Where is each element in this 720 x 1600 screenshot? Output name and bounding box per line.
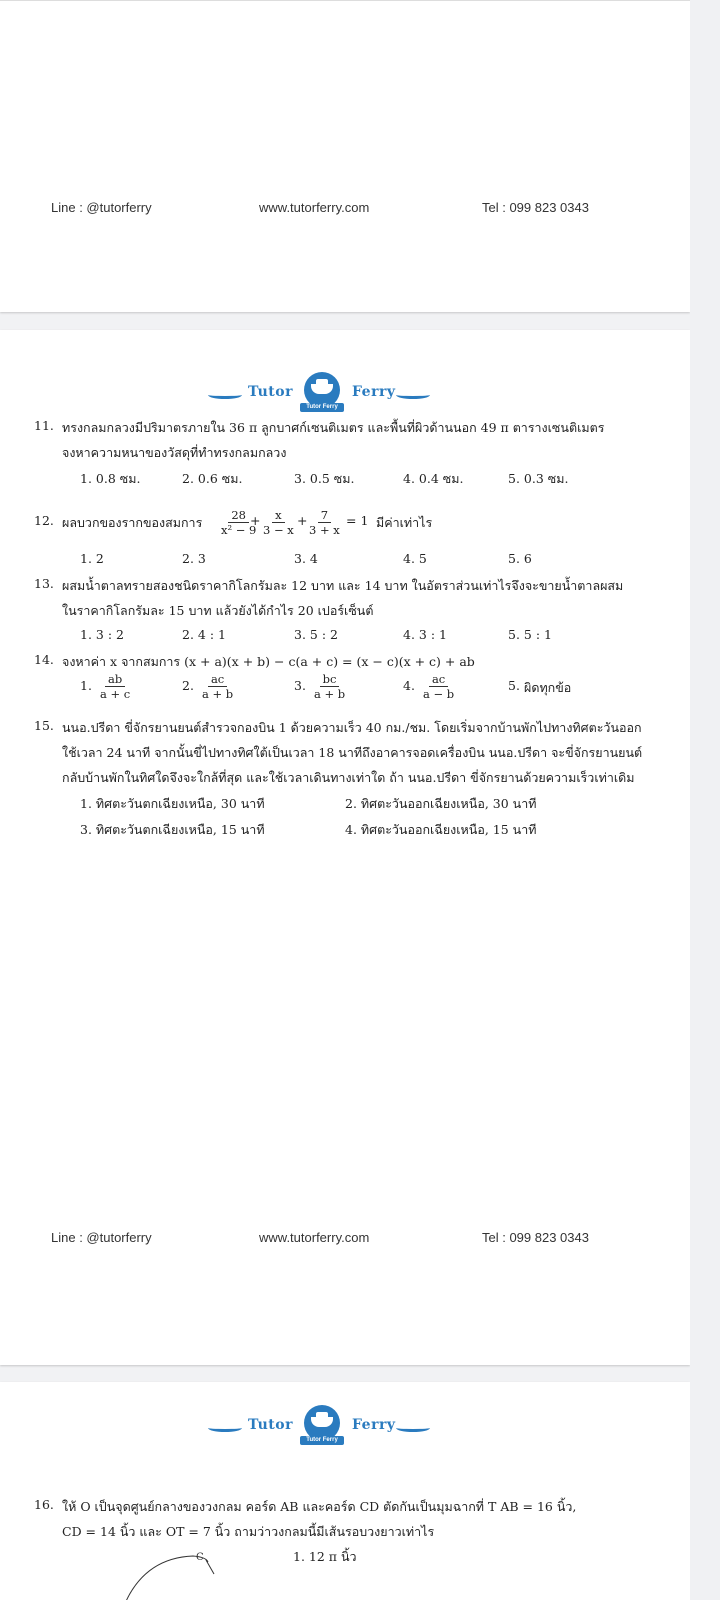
option-3-label[interactable]: 3. xyxy=(294,678,306,693)
option-4-fraction[interactable]: $\frac{ac}{a - b}$ xyxy=(423,672,455,701)
option-2[interactable]: 2. 3 xyxy=(182,551,206,566)
page-previous xyxy=(0,0,690,312)
footer-phone: Tel : 099 823 0343 xyxy=(482,1230,589,1245)
question-number: 16. xyxy=(34,1497,54,1512)
fraction-term: $\frac{7}{3 + x}$ xyxy=(309,508,340,537)
swirl-left-icon xyxy=(208,1424,242,1432)
page-footer xyxy=(0,200,690,220)
question-text-line: ผสมน้ำตาลทรายสองชนิดราคากิโลกรัมละ 12 บาท และ 14 บาท ในอัตราส่วนเท่าไรจึงจะขายน้ำตาลผสม xyxy=(62,578,624,593)
option-4[interactable]: 4. ทิศตะวันออกเฉียงเหนือ, 15 นาที xyxy=(345,822,537,837)
logo-word-right: Ferry xyxy=(352,384,396,400)
option-3[interactable]: 3. ทิศตะวันตกเฉียงเหนือ, 15 นาที xyxy=(80,822,265,837)
question-text-line: CD = 14 นิ้ว และ OT = 7 นิ้ว ถามว่าวงกลมนี้มีเส้นรอบวงยาวเท่าไร xyxy=(62,1524,435,1539)
diagram-label-c: C xyxy=(196,1552,204,1563)
option-4[interactable]: 4. 0.4 ซม. xyxy=(403,471,464,486)
option-3[interactable]: 3. 0.5 ซม. xyxy=(294,471,355,486)
option-1-label[interactable]: 1. xyxy=(80,678,92,693)
fraction-term: $\frac{28}{\text{x² − 9}}$ xyxy=(221,508,257,537)
option-2[interactable]: 2. 0.6 ซม. xyxy=(182,471,243,486)
question-number: 11. xyxy=(34,418,54,433)
question-text-line: กลับบ้านพักในทิศใดจึงจะใกล้ที่สุด และใช้เวลาเดินทางเท่าใด ถ้า นนอ.ปรีดา ขี่จักรยานด้วยความเร็วเท่าเดิม xyxy=(62,770,635,785)
fraction-term: $\frac{x}{3 - x}$ xyxy=(263,508,294,537)
logo-ribbon: Tutor Ferry xyxy=(300,403,344,412)
question-text-line: จงหาความหนาของวัสดุที่ทำทรงกลมกลวง xyxy=(62,445,287,460)
option-2-fraction[interactable]: $\frac{ac}{a + b}$ xyxy=(202,672,234,701)
option-1-fraction[interactable]: $\frac{ab}{a + c}$ xyxy=(100,672,131,701)
document-viewer[interactable]: Line : @tutorferry www.tutorferry.com Tel : 099 823 0343 Tutor Tutor Ferry Ferry 11. ทรงกลมกลวงมีปริมาตรภายใน 36 π ลูกบาศก์เซนติเมตร และพื้นที่ผิวด้านนอก 49 π ตารางเซนติเมตร จงหาความหนาของวัสดุที่ทำทรงกลมกลวง 1. 0.8 ซม. 2. 0.6 ซม. 3. 0.5 ซม. 4. 0.4 ซม. 5. 0.3 ซม. 12. ผลบวกของรากของสมการ $\frac{28}{\text{x² − 9}}$ + $\frac{x}{3 - x}$ + $\frac{7}{3 + x}$ = 1 มีค่าเท่าไร 1. 2 2. 3 3. 4 4. 5 5. 6 13. ผสมน้ำตาลทรายสองชนิดราคากิโลกรัมละ 12 บาท และ 14 บาท ในอัตราส่วนเท่าไรจึงจะขายน้ำตาลผสม ในราคากิโลกรัมละ 15 บาท แล้วยังได้กำไร 20 เปอร์เซ็นต์ 1. 3 : 2 2. 4 : 1 3. 5 : 2 4. 3 : 1 5. 5 : 1 14. จงหาค่า x จากสมการ (x + a)(x + b) − c(a + c) = (x − c)(x + c) + ab 1. $\frac{ab}{a + c}$ 2. $\frac{ac}{a + b}$ 3. $\frac{bc}{a + b}$ 4. $\frac{ac}{a - b}$ 5. ผิดทุกข้อ 15. นนอ.ปรีดา ขี่จักรยานยนต์สำรวจกองบิน 1 ด้วยความเร็ว 40 กม./ชม. โดยเริ่มจากบ้านพักไปทางทิศตะวันออก ใช้เวลา 24 นาที จากนั้นขี่ไปทางทิศใต้เป็นเวลา 18 นาทีถึงอาคารจอดเครื่องบิน นนอ.ปรีดา จะขี่จักรยานยนต์ กลับบ้านพักในทิศใดจึงจะใกล้ที่สุด และใช้เวลาเดินทางเท่าใด ถ้า นนอ.ปรีดา ขี่จักรยานด้วยความเร็วเท่าเดิม 1. ทิศตะวันตกเฉียงเหนือ, 30 นาที 2. ทิศตะวันออกเฉียงเหนือ, 30 นาที 3. ทิศตะวันตกเฉียงเหนือ, 15 นาที 4. ทิศตะวันออกเฉียงเหนือ, 15 นาที Line : @tutorferry www.tutorferry.com Tel : 099 823 0343 Tutor Tutor Ferry Ferry 16. ให้ O เป็นจุดศูนย์กลางของวงกลม คอร์ด AB และคอร์ด CD ตัดกันเป็นมุมฉากที่ T AB = 16 นิ้ว, CD = 14 นิ้ว และ OT = 7 นิ้ว ถามว่าวงกลมนี้มีเส้นรอบวงยาวเท่าไร 1. 12 π นิ้ว C xyxy=(0,0,690,1600)
option-3[interactable]: 3. 4 xyxy=(294,551,318,566)
logo-ribbon: Tutor Ferry xyxy=(300,1436,344,1445)
logo-word-left: Tutor xyxy=(248,1417,293,1433)
swirl-right-icon xyxy=(396,391,430,399)
question-number: 13. xyxy=(34,576,54,591)
logo-word-right: Ferry xyxy=(352,1417,396,1433)
option-1[interactable]: 1. 3 : 2 xyxy=(80,627,124,642)
scrollbar-track[interactable] xyxy=(690,0,720,1600)
footer-website: www.tutorferry.com xyxy=(259,1230,370,1245)
question-number: 12. xyxy=(34,513,54,528)
option-4-label[interactable]: 4. xyxy=(403,678,415,693)
option-3[interactable]: 3. 5 : 2 xyxy=(294,627,338,642)
option-5-text[interactable]: ผิดทุกข้อ xyxy=(524,680,572,695)
option-4[interactable]: 4. 5 xyxy=(403,551,427,566)
tutor-ferry-logo xyxy=(208,1411,430,1447)
option-2[interactable]: 2. 4 : 1 xyxy=(182,627,226,642)
footer-line-id: Line : @tutorferry xyxy=(51,1230,152,1245)
circle-chord-diagram xyxy=(118,1548,228,1600)
option-2[interactable]: 2. ทิศตะวันออกเฉียงเหนือ, 30 นาที xyxy=(345,796,537,811)
option-2-label[interactable]: 2. xyxy=(182,678,194,693)
question-text-line: นนอ.ปรีดา ขี่จักรยานยนต์สำรวจกองบิน 1 ด้วยความเร็ว 40 กม./ชม. โดยเริ่มจากบ้านพักไปทางทิศตะวันออก xyxy=(62,720,642,735)
option-1[interactable]: 1. 12 π นิ้ว xyxy=(293,1549,357,1564)
option-1[interactable]: 1. 0.8 ซม. xyxy=(80,471,141,486)
option-5-label[interactable]: 5. xyxy=(508,678,520,693)
option-3-fraction[interactable]: $\frac{bc}{a + b}$ xyxy=(314,672,346,701)
footer-line-id: Line : @tutorferry xyxy=(51,200,152,215)
question-text-line: ในราคากิโลกรัมละ 15 บาท แล้วยังได้กำไร 20 เปอร์เซ็นต์ xyxy=(62,603,374,618)
question-text-line: จงหาค่า x จากสมการ (x + a)(x + b) − c(a + c) = (x − c)(x + c) + ab xyxy=(62,654,475,669)
logo-word-left: Tutor xyxy=(248,384,293,400)
option-5[interactable]: 5. 5 : 1 xyxy=(508,627,552,642)
option-5[interactable]: 5. 6 xyxy=(508,551,532,566)
option-5[interactable]: 5. 0.3 ซม. xyxy=(508,471,569,486)
swirl-left-icon xyxy=(208,391,242,399)
question-number: 14. xyxy=(34,652,54,667)
question-number: 15. xyxy=(34,718,54,733)
question-text-line: ให้ O เป็นจุดศูนย์กลางของวงกลม คอร์ด AB และคอร์ด CD ตัดกันเป็นมุมฉากที่ T AB = 16 นิ้ว, xyxy=(62,1499,577,1514)
footer-phone: Tel : 099 823 0343 xyxy=(482,200,589,215)
option-4[interactable]: 4. 3 : 1 xyxy=(403,627,447,642)
page-footer xyxy=(0,1230,690,1250)
option-1[interactable]: 1. 2 xyxy=(80,551,104,566)
footer-website: www.tutorferry.com xyxy=(259,200,370,215)
swirl-right-icon xyxy=(396,1424,430,1432)
question-text-line: ผลบวกของรากของสมการ xyxy=(62,515,203,530)
question-text-line: ทรงกลมกลวงมีปริมาตรภายใน 36 π ลูกบาศก์เซนติเมตร และพื้นที่ผิวด้านนอก 49 π ตารางเซนติเมตร xyxy=(62,420,605,435)
tutor-ferry-logo xyxy=(208,378,430,414)
question-text-line: ใช้เวลา 24 นาที จากนั้นขี่ไปทางทิศใต้เป็นเวลา 18 นาทีถึงอาคารจอดเครื่องบิน นนอ.ปรีดา จะขี่จักรยานยนต์ xyxy=(62,745,643,760)
option-1[interactable]: 1. ทิศตะวันตกเฉียงเหนือ, 30 นาที xyxy=(80,796,265,811)
